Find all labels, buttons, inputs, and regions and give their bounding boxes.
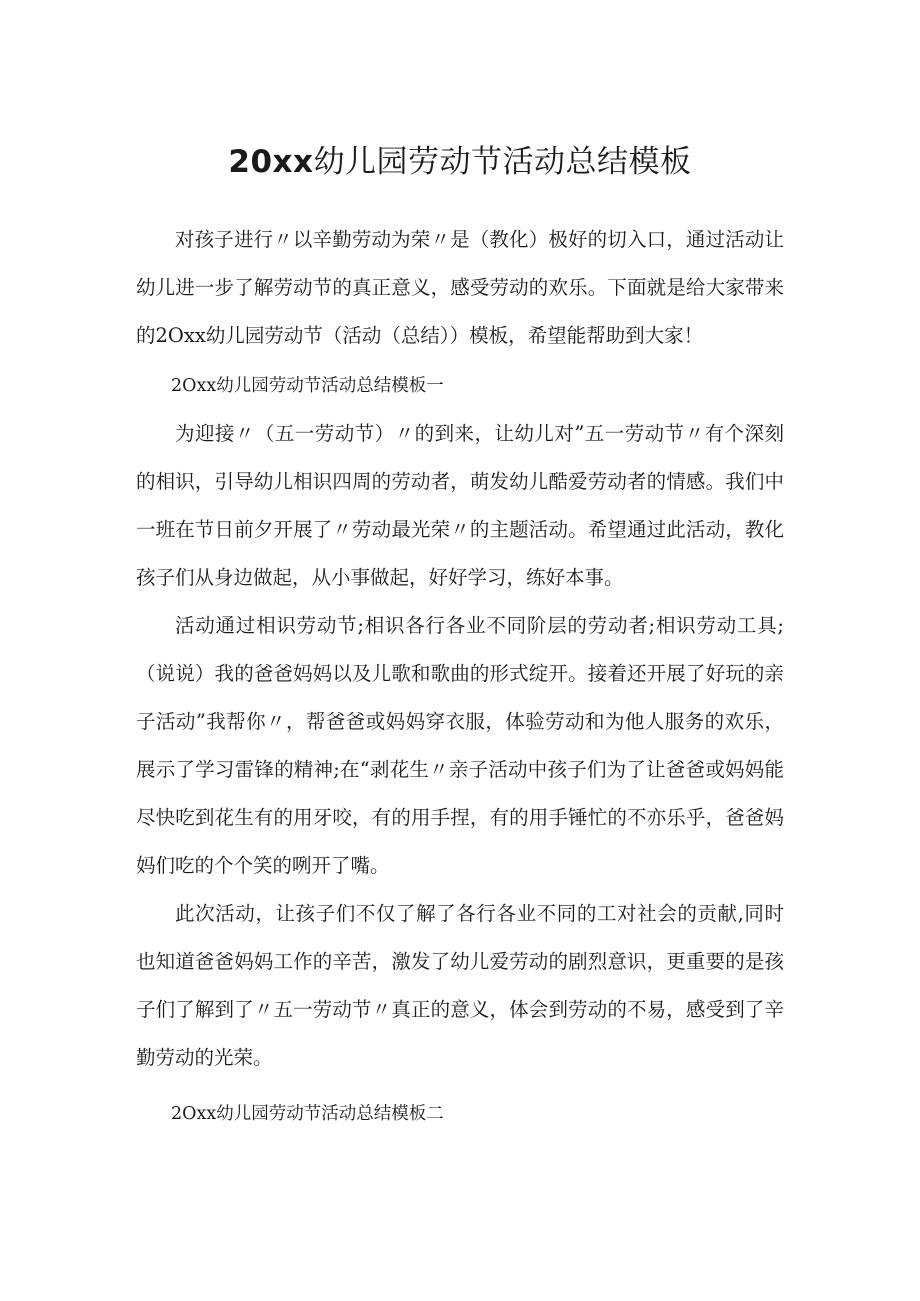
title-year: 20xx (228, 144, 314, 180)
section1-paragraph-2: 活动通过相识劳动节;相识各行各业不同阶层的劳动者;相识劳动工具;（说说）我的爸爸妈妈以及儿歌和歌曲的形式绽开。接着还开展了好玩的亲子活动”我帮你〃，帮爸爸或妈妈穿衣服，体验劳动和为他人服务的欢乐，展示了学习雷锋的精神;在“剥花生〃亲子活动中孩子们为了让爸爸或妈妈能尽快吃到花生有的用牙咬，有的用手捏，有的用手锤忙的不亦乐乎，爸爸妈妈们吃的个个笑的咧开了嘴。 (136, 614, 784, 877)
document-body (136, 216, 784, 1138)
title-text: 幼儿园劳动节活动总结模板 (313, 144, 692, 180)
intro-paragraph: 对孩子进行〃以辛勤劳动为荣〃是（教化）极好的切入口，通过活动让幼儿进一步了解劳动节的真正意义，感受劳动的欢乐。下面就是给大家带来的2Oxx幼儿园劳动节（活动（总结））模板，希望能帮助到大家！ (136, 228, 784, 347)
section-heading-2: 2Oxx幼儿园劳动节活动总结模板二 (171, 1104, 444, 1124)
section-heading-1: 2Oxx幼儿园劳动节活动总结模板一 (171, 376, 444, 396)
section1-paragraph-1: 为迎接〃（五一劳动节）〃的到来，让幼儿对”五一劳动节〃有个深刻的相识，引导幼儿相识四周的劳动者，萌发幼儿酷爱劳动者的情感。我们中一班在节日前夕开展了〃劳动最光荣〃的主题活动。希望通过此活动，教化孩子们从身边做起，从小事做起，好好学习，练好本事。 (136, 422, 784, 589)
page-title (0, 140, 920, 184)
section1-paragraph-3: 此次活动，让孩子们不仅了解了各行各业不同的工对社会的贡献,同时也知道爸爸妈妈工作的辛苦，激发了幼儿爱劳动的剧烈意识，更重要的是孩子们了解到了〃五一劳动节〃真正的意义，体会到劳动的不易，感受到了辛勤劳动的光荣。 (136, 902, 784, 1069)
